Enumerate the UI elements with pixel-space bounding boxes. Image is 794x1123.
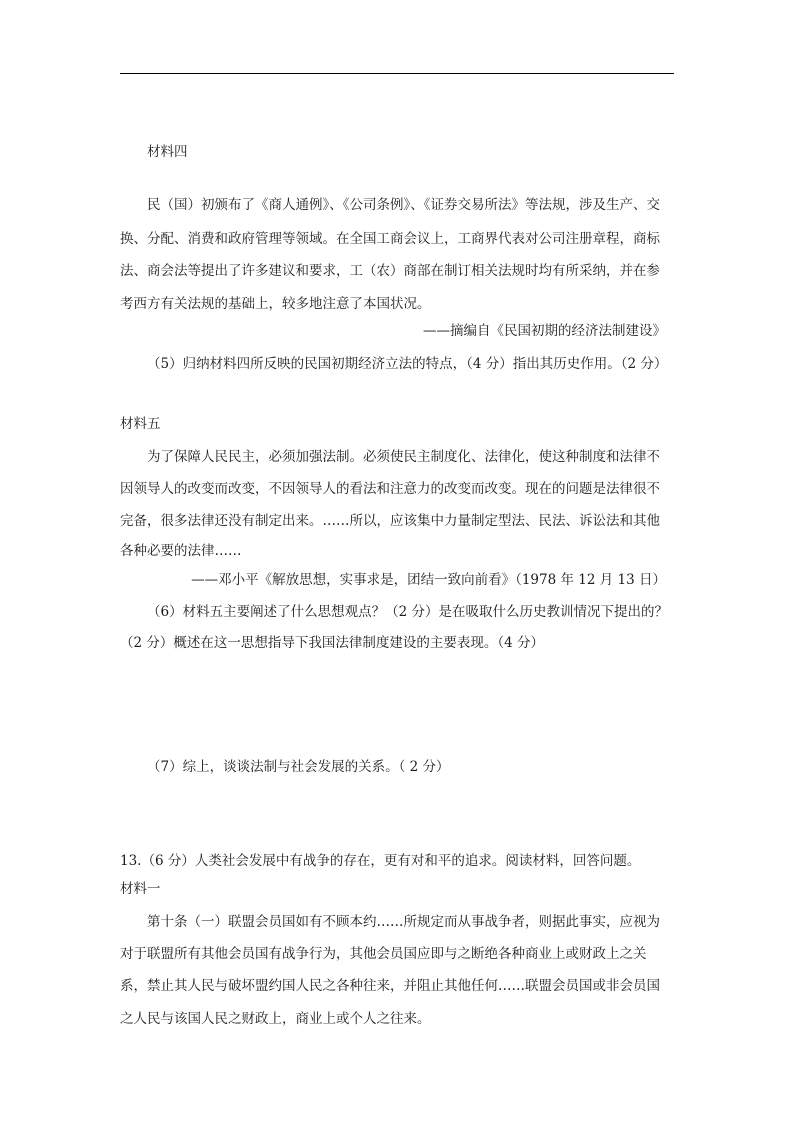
question13-material1-title: 材料一 xyxy=(120,881,161,897)
material5-question-line-1: （6）材料五主要阐述了什么思想观点？（2 分）是在吸取什么历史教训情况下提出的？ xyxy=(147,604,668,620)
question13-line-3: 系，禁止其人民与破坏盟约国人民之各种往来，并阻止其他任何……联盟会员国或非会员国 xyxy=(120,978,660,994)
material5-line-4: 各种必要的法律…… xyxy=(120,543,242,559)
material5-question-line-2: （2 分）概述在这一思想指导下我国法律制度建设的主要表现。（4 分） xyxy=(120,635,545,651)
material4-line-1: 民（国）初颁布了《商人通例》、《公司条例》、《证券交易所法》等法规，涉及生产、交 xyxy=(147,197,660,213)
material4-line-4: 考西方有关法规的基础上，较多地注意了本国状况。 xyxy=(120,296,431,312)
question13-stem: 13.（6 分）人类社会发展中有战争的存在，更有对和平的追求。阅读材料，回答问题。 xyxy=(120,853,641,869)
material4-source: ——摘编自《民国初期的经济法制建设》 xyxy=(423,323,666,339)
material5-line-1: 为了保障人民民主，必须加强法制。必须使民主制度化、法律化，使这种制度和法律不 xyxy=(147,449,660,465)
question13-line-2: 对于联盟所有其他会员国有战争行为，其他会员国应即与之断绝各种商业上或财政上之关 xyxy=(120,946,647,962)
material4-line-2: 换、分配、消费和政府管理等领域。在全国工商会议上，工商界代表对公司注册章程，商标 xyxy=(120,231,660,247)
material5-line-3: 完备，很多法律还没有制定出来。……所以，应该集中力量制定型法、民法、诉讼法和其他 xyxy=(120,513,660,529)
question7: （7）综上，谈谈法制与社会发展的关系。（ 2 分） xyxy=(147,759,450,775)
material4-line-3: 法、商会法等提出了许多建议和要求，工（农）商部在制订相关法规时均有所采纳，并在参 xyxy=(120,263,660,279)
question13-line-1: 第十条（一）联盟会员国如有不顾本约……所规定而从事战争者，则据此事实，应视为 xyxy=(147,914,660,930)
header-rule xyxy=(120,73,674,74)
material4-question: （5）归纳材料四所反映的民国初期经济立法的特点，（4 分）指出其历史作用。（2 分） xyxy=(147,356,668,372)
material5-title: 材料五 xyxy=(120,416,161,432)
question13-line-4: 之人民与该国人民之财政上，商业上或个人之往来。 xyxy=(120,1011,431,1027)
material5-line-2: 因领导人的改变而改变，不因领导人的看法和注意力的改变而改变。现在的问题是法律很不 xyxy=(120,481,660,497)
material5-source: ——邓小平《解放思想，实事求是，团结一致向前看》（1978 年 12 月 13 日） xyxy=(191,572,666,588)
material4-title: 材料四 xyxy=(147,144,188,160)
